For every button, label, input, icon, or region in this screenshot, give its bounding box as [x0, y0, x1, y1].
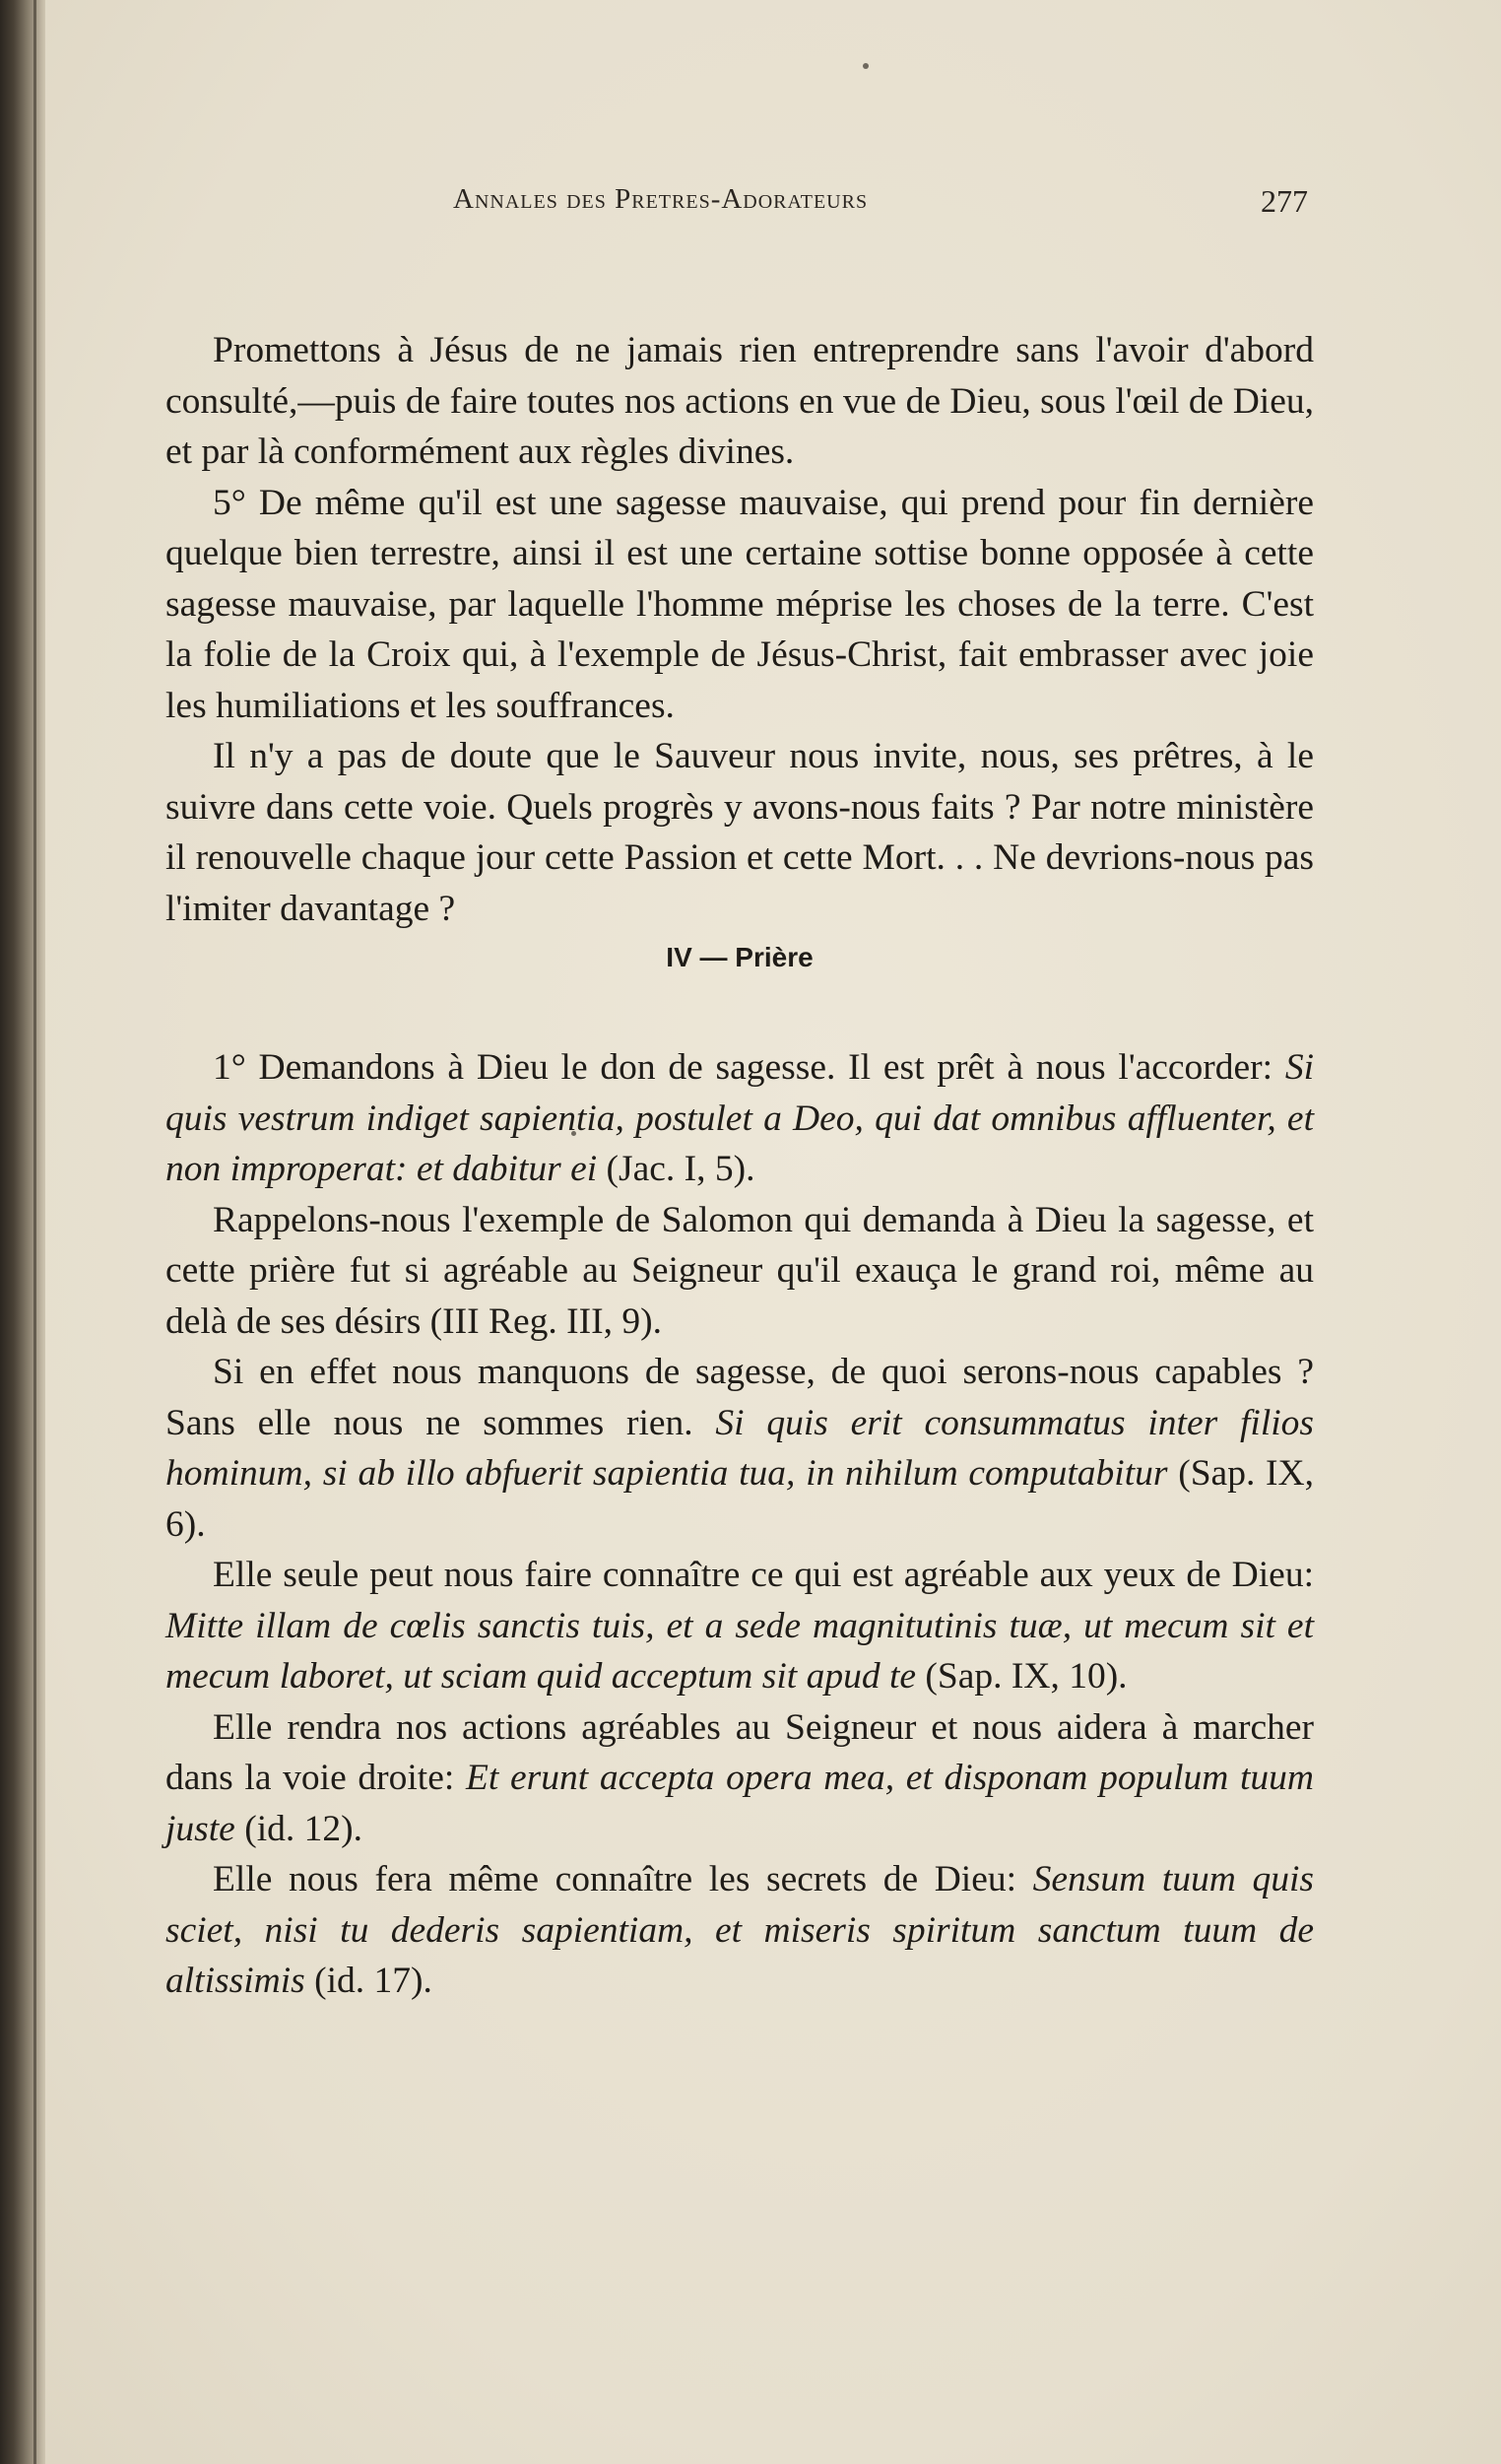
latin-quote: Mitte illam de cœlis sanctis tuis, et a sede magnitutinis tuæ, ut mecum sit et mecum laboret, ut sciam quid acceptum sit apud te [165, 1605, 1314, 1697]
paragraph: 5° De même qu'il est une sagesse mauvaise, qui prend pour fin dernière quelque bien terrestre, ainsi il est une certaine sottise bonne opposée à cette sagesse mauvaise, par laquelle l'homme méprise les choses de la terre. C'est la folie de la Croix qui, à l'exemple de Jésus-Christ, fait embrasser avec joie les humiliations et les souffrances. [165, 482, 1314, 726]
running-head: Annales des Pretres-Adorateurs [453, 183, 869, 215]
paragraph: 1° Demandons à Dieu le don de sagesse. Il est prêt à nous l'accorder: Si quis vestrum indiget sapientia, postulet a Deo, qui dat omnibus affluenter, et non improperat: et dabitur ei (Jac. I, 5). [165, 1047, 1314, 1189]
latin-quote: Si quis vestrum indiget sapientia, postulet a Deo, qui dat omnibus affluenter, et non improperat: et dabitur ei [165, 1047, 1314, 1189]
ink-speck [863, 63, 869, 69]
section-heading: IV — Prière [666, 942, 814, 972]
paragraph: Elle seule peut nous faire connaître ce qui est agréable aux yeux de Dieu: Mitte illam de cœlis sanctis tuis, et a sede magnitutinis tuæ, ut mecum sit et mecum laboret, ut sciam quid acceptum sit apud te (Sap. IX, 10). [165, 1555, 1314, 1697]
book-gutter-shadow [0, 0, 45, 2464]
latin-quote: Et erunt accepta opera mea, et disponam populum tuum juste [165, 1758, 1314, 1849]
paragraph: Promettons à Jésus de ne jamais rien entreprendre sans l'avoir d'abord consulté,—puis de faire toutes nos actions en vue de Dieu, sous l'œil de Dieu, et par là conformément aux règles divines. [165, 330, 1314, 472]
paragraph: Elle rendra nos actions agréables au Seigneur et nous aidera à marcher dans la voie droite: Et erunt accepta opera mea, et disponam populum tuum juste (id. 12). [165, 1706, 1314, 1849]
book-spine-line [33, 0, 36, 2464]
paragraph: Si en effet nous manquons de sagesse, de quoi serons-nous capables ? Sans elle nous ne sommes rien. Si quis erit consummatus inter filios hominum, si ab illo abfuerit sapientia tua, in nihilum computabitur (Sap. IX, 6). [165, 1352, 1314, 1545]
latin-quote: Sensum tuum quis sciet, nisi tu dederis sapientiam, et miseris spiritum sanctum tuum de altissimis [165, 1859, 1314, 2001]
page-number: 277 [1261, 183, 1308, 219]
paragraph: Elle nous fera même connaître les secrets de Dieu: Sensum tuum quis sciet, nisi tu dederis sapientiam, et miseris spiritum sanctum tuum de altissimis (id. 17). [165, 1859, 1314, 2001]
paragraph: Rappelons-nous l'exemple de Salomon qui demanda à Dieu la sagesse, et cette prière fut si agréable au Seigneur qu'il exauça le grand roi, même au delà de ses désirs (III Reg. III, 9). [165, 1199, 1314, 1342]
paragraph: Il n'y a pas de doute que le Sauveur nous invite, nous, ses prêtres, à le suivre dans cette voie. Quels progrès y avons-nous faits ? Par notre ministère il renouvelle chaque jour cette Passion et cette Mort. . . Ne devrions-nous pas l'imiter davantage ? [165, 736, 1314, 929]
body-text [165, 325, 1314, 2007]
latin-quote: Si quis erit consummatus inter filios hominum, si ab illo abfuerit sapientia tua, in nihilum computabitur [165, 1402, 1314, 1494]
